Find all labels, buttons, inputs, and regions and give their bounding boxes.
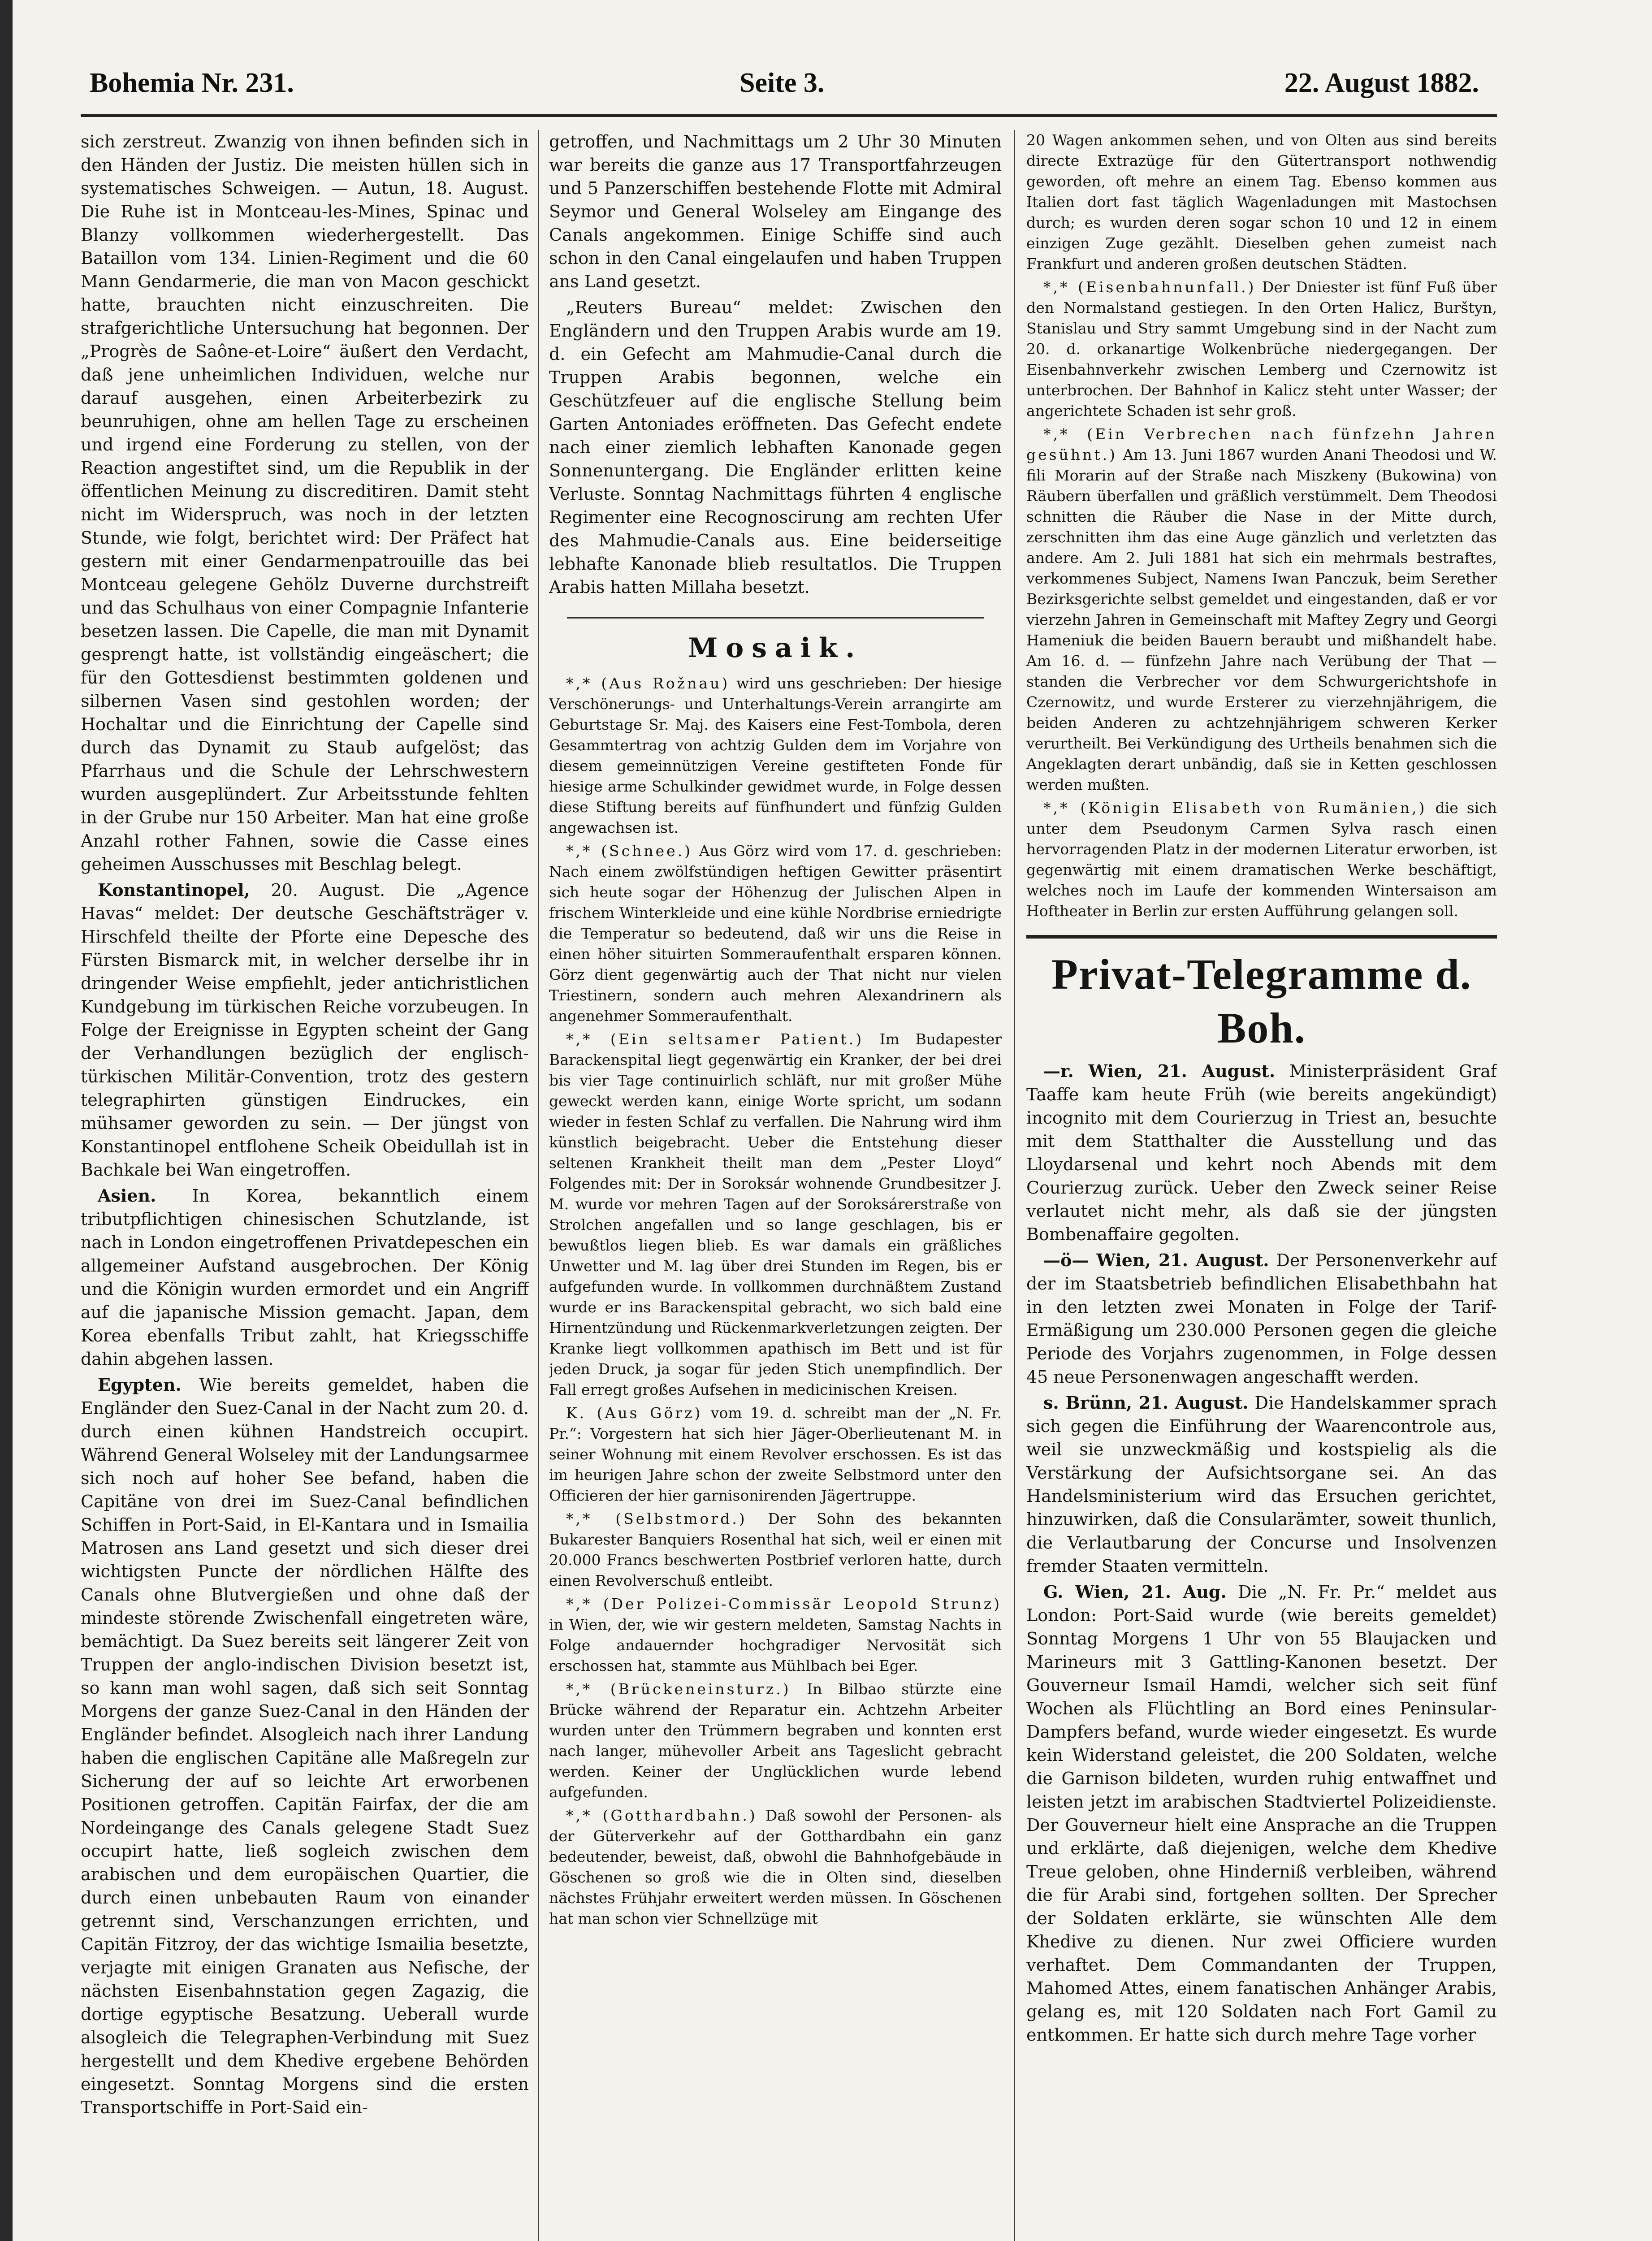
news-item-text: Aus Görz wird vom 17. d. geschrieben: Nach einem zwölfstündigen heftigen Gewitter präsentirt sich heute sogar der Höhenzug der Julischen Alpen in frischem Winterkleide und eine kühle Nordbrise erniedrigte die Temperatur so bedeutend, daß wir uns die Reise in einen höher situirten Sommeraufenthalt ersparen können. Görz dient gegenwärtig auch der That nicht nur vielen Triestinern, sondern auch mehren Alexandrinern als angenehmer Sommeraufenthalt. [549,842,1002,1025]
news-item-text: Der Sohn des bekannten Bukarester Banquiers Rosenthal hat sich, weil er einen mit 20.000 Francs beschwerten Postbrief verloren hatte, durch einen Revolverschuß entleibt. [549,1510,1002,1589]
news-item-head: *,* (Aus Rožnau) [566,675,730,692]
header-page-number: Seite 3. [740,68,825,98]
column-1 [81,130,529,2241]
header-date: 22. August 1882. [1284,68,1479,98]
scan-edge [0,0,13,2241]
telegram [1026,1249,1497,1389]
telegram-text: Ministerpräsident Graf Taaffe kam heute Früh (wie bereits angekündigt) incognito mit dem Courierzug in Triest an, besuchte mit dem Statthalter die Ausstellung und das Lloydarsenal und kehrt noch Abends mit dem Courierzug zurück. Ueber den Zweck seiner Reise verlautet nicht mehr, als daß sie der jüngsten Bombenaffaire gegolten. [1026,1061,1497,1244]
news-item-text: wird uns geschrieben: Der hiesige Verschönerungs- und Unterhaltungs-Verein arrangirte am Geburtstage Sr. Maj. des Kaisers eine Fest-Tombola, deren Gesammtertrag von achtzig Gulden dem im Vorjahre von diesem gemeinnützigen Vereine gestifteten Fonde für hiesige arme Schulkinder gewidmet wurde, in Folge dessen diese Stiftung bereits auf fünfhundert und fünfzig Gulden angewachsen ist. [549,675,1002,836]
telegram-text: Die Handelskammer sprach sich gegen die Einführung der Waarencontrole aus, weil sie unzweckmäßig und kostspielig als die Verstärkung der Aufsichtsorgane sei. An das Handelsministerium wird das Ersuchen gerichtet, hinzuwirken, daß die Consularämter, soweit thunlich, die Verlautbarung der Concurse und Insolvenzen fremder Staaten vermitteln. [1026,1393,1497,1576]
article-paragraph: „Reuters Bureau“ meldet: Zwischen den Engländern und den Truppen Arabis wurde am 19. d. ein Gefecht am Mahmudie-Canal durch die Truppen Arabis begonnen, welche ein Geschützfeuer auf die englische Stellung beim Garten Antoniades eröffneten. Das Gefecht endete nach einer ziemlich lebhaften Kanonade gegen Sonnenuntergang. Die Engländer erlitten keine Verluste. Sonntag Nachmittags führten 4 englische Regimenter eine Recognoscirung am rechten Ufer des Mahmudie-Canals aus. Eine beiderseitige lebhafte Kanonade blieb resultatlos. Die Truppen Arabis hatten Millaha besetzt. [549,298,1002,597]
article-text: In Korea, bekanntlich einem tributpflichtigen chinesischen Schutzlande, ist nach in London eingetroffenen Privatdepeschen ein allgemeiner Aufstand ausgebrochen. Der König und die Königin wurden ermordet und ein Angriff auf die japanische Mission gemacht. Japan, dem Korea ebenfalls Tribut zahlt, hat Kriegsschiffe dahin abgehen lassen. [81,1186,529,1369]
news-item [549,1509,1002,1591]
telegram-dateline: —ö— Wien, 21. August. [1043,1250,1269,1270]
news-item-text: vom 19. d. schreibt man der „N. Fr. Pr.“: Vorgestern hat sich hier Jäger-Oberlieutenant M. in seiner Wohnung mit einem Revolver erschossen. Es ist das im heurigen Jahre schon der zweite Selbstmord unter den Officieren der hier garnisonirenden Jägertruppe. [549,1404,1002,1504]
article-paragraph [81,1184,529,1371]
news-item-text: Daß sowohl der Personen- als der Güterverkehr auf der Gotthardbahn ein ganz bedeutender, beweist, daß, obwohl die Bahnhofgebäude in Göschenen so groß wie die in Olten sind, dieselben nächstes Frühjahr erweitert werden müssen. In Göschenen hat man schon vier Schnellzüge mit [549,1807,1002,1927]
news-item-head: *,* (Ein seltsamer Patient.) [566,1030,864,1048]
telegram-dateline: s. Brünn, 21. August. [1043,1393,1249,1413]
telegram [1026,1060,1497,1246]
mosaik-continued [1026,130,1497,921]
news-item-head: *,* (Gotthardbahn.) [566,1807,757,1824]
news-item-text: Der Dniester ist fünf Fuß über den Normalstand gestiegen. In den Orten Halicz, Burštyn, Stanislau und Stry sammt Umgebung sind in der Nacht zum 20. d. orkanartige Wolkenbrüche niedergegangen. Der Eisenbahnverkehr zwischen Lemberg und Czernowitz ist unterbrochen. Der Bahnhof in Kalicz steht unter Wasser; der angerichtete Schaden ist sehr groß. [1026,278,1497,420]
article-paragraph: sich zerstreut. Zwanzig von ihnen befinden sich in den Händen der Justiz. Die meisten hüllen sich in systematisches Schweigen. — Autun, 18. August. Die Ruhe ist in Montceau-les-Mines, Spinac und Blanzy vollkommen wiederhergestellt. Das Bataillon vom 134. Linien-Regiment und die 60 Mann Gendarmerie, die man von Macon geschickt hatte, brauchten nicht einzuschreiten. Die strafgerichtliche Untersuchung hat begonnen. Der „Progrès de Saône-et-Loire“ äußert den Verdacht, daß jene unheimlichen Individuen, welche nur darauf ausgehen, einen Arbeiterbezirk zu beunruhigen, ohne am hellen Tage zu erscheinen und irgend eine Forderung zu stellen, von der Reaction angestiftet sind, um die Republik in der öffentlichen Meinung zu discreditiren. Damit steht nicht im Widerspruch, was noch in der letzten Stunde, wie folgt, berichtet wird: Der Präfect hat gestern mit einer Gendarmenpatrouille das bei Montceau gelegene Gehölz Duverne durchstreift und das Schulhaus von einer Compagnie Infanterie besetzen lassen. Die Capelle, die man mit Dynamit gesprengt hatte, ist vollständig eingeäschert; die für den Gottesdienst bestimmten goldenen und silbernen Vasen sind gestohlen worden; der Hochaltar und die Einrichtung der Capelle sind durch das Dynamit zu Staub aufgelöst; das Pfarrhaus und die Schule der Lehrschwestern wurden ausgeplündert. Zur Arbeitsstunde fehlten in der Grube nur 150 Arbeiter. Man hat eine große Anzahl rother Fahnen, sowie die Casse eines geheimen Ausschusses mit Beschlag belegt. [81,132,529,874]
section-divider [1026,935,1497,939]
header-rule [81,114,1497,117]
news-item-head: *,* (Königin Elisabeth von Rumänien,) [1043,799,1427,817]
article-text: Wie bereits gemeldet, haben die Engländer den Suez-Canal in der Nacht zum 20. d. durch einen kühnen Handstreich occupirt. Während General Wolseley mit der Landungsarmee sich noch auf hoher See befand, haben die Capitäne von drei im Suez-Canal befindlichen Schiffen in Port-Said, in El-Kantara und in Ismailia Matrosen ans Land gesetzt und sich dieser drei wichtigsten Puncte der nördlichen Hälfte des Canals ohne Blutvergießen und ohne daß der mindeste störende Zwischenfall eingetreten wäre, bemächtigt. Da Suez bereits seit längerer Zeit von Truppen der anglo-indischen Division besetzt ist, so kann man wohl sagen, daß sich seit Sonntag Morgens der ganze Suez-Canal in den Händen der Engländer befindet. Alsogleich nach ihrer Landung haben die englischen Capitäne alle Maßregeln zur Sicherung der auf so leichte Art erworbenen Positionen getroffen. Capitän Fairfax, der die am Nordeingange des Canals gelegene Stadt Suez occupirt hatte, ließ sogleich zwischen dem arabischen und dem europäischen Quartier, die durch einen unbebauten Raum von einander getrennt sind, Verschanzungen errichten, und Capitän Fitzroy, der das wichtige Ismailia besetzte, verjagte mit einigen Granaten aus Nefische, der nächsten Eisenbahnstation gegen Zagazig, die dortige egyptische Besatzung. Ueberall wurde alsogleich die Telegraphen-Verbindung mit Suez hergestellt und dem Khedive ergebene Behörden eingesetzt. Sonntag Morgens sind die ersten Transportschiffe in Port-Said ein- [81,1375,529,2117]
telegram-text: Die „N. Fr. Pr.“ meldet aus London: Port-Said wurde (wie bereits gemeldet) Sonntag Morgens 1 Uhr von 55 Blaujacken und Marineurs mit 3 Gattling-Kanonen besetzt. Der Gouverneur Ismail Hamdi, welcher sich seit fünf Wochen als Flüchtling an Bord eines Peninsular-Dampfers befand, wurde wieder eingesetzt. Es wurde kein Widerstand geleistet, die 200 Soldaten, welche die Garnison bildeten, wurden ruhig entwaffnet und leisten jetzt im arabischen Stadtviertel Polizeidienste. Der Gouverneur hielt eine Ansprache an die Truppen und erklärte, daß diejenigen, welche dem Khedive Treue geloben, ohne Hinderniß verbleiben, während die für Arabi sind, fortgehen sollten. Der Sprecher der Soldaten erklärte, sie wünschten Alle dem Khedive zu dienen. Nur zwei Officiere wurden verhaftet. Dem Commandanten der Truppen, Mahomed Attes, einem fanatischen Anhänger Arabis, gelang es, mit 120 Soldaten nach Fort Gamil zu entkommen. Er hatte sich durch mehre Tage vorher [1026,1582,1497,2045]
news-item [549,1403,1002,1506]
news-item-text: die sich unter dem Pseudonym Carmen Sylva rasch einen hervorragenden Platz in der modernen Literatur erworben, ist gegenwärtig mit einem dramatischen Werke beschäftigt, welches noch im Laufe der kommenden Wintersaison am Hoftheater in Berlin zur ersten Aufführung gelangen soll. [1026,799,1497,920]
article-paragraph: getroffen, und Nachmittags um 2 Uhr 30 Minuten war bereits die ganze aus 17 Transportfahrzeugen und 5 Panzerschiffen bestehende Flotte mit Admiral Seymor und General Wolseley am Eingange des Canals angekommen. Einige Schiffe sind auch schon in den Canal eingelaufen und haben Truppen ans Land gesetzt. [549,132,1002,291]
article-paragraph [81,1373,529,2119]
news-item-head: *,* (Schnee.) [566,842,693,860]
section-title-mosaik: Mosaik. [688,632,863,664]
telegram-dateline: G. Wien, 21. Aug. [1043,1582,1227,1602]
news-item-head: *,* (Eisenbahnunfall.) [1043,278,1256,296]
mosaik-section [549,673,1002,1929]
news-item [549,1594,1002,1676]
column-2 [549,130,1002,2241]
news-item [1026,277,1497,421]
column-divider [538,130,539,2241]
article-dateline: Egypten. [98,1375,182,1395]
news-item [549,1805,1002,1929]
news-item-head: *,* (Ein Verbrechen nach fünfzehn Jahren gesühnt.) [1026,425,1497,463]
news-item-head: *,* (Brückeneinsturz.) [566,1680,791,1698]
news-item [549,673,1002,838]
section-divider [567,617,984,619]
header-publication: Bohemia Nr. 231. [90,68,294,98]
news-item-text: In Bilbao stürzte eine Brücke während der Reparatur ein. Achtzehn Arbeiter wurden unter den Trümmern begraben und konnten erst nach langer, mühevoller Arbeit ans Tageslicht gebracht werden. Keiner der Unglücklichen wurde lebend aufgefunden. [549,1680,1002,1801]
news-item-head: K. (Aus Görz) [566,1404,703,1422]
news-item [1026,798,1497,921]
column-3 [1026,130,1497,2241]
news-item [549,1679,1002,1803]
news-item [549,841,1002,1026]
article-paragraph [81,878,529,1181]
column-divider [1014,130,1015,2241]
article-dateline: Konstantinopel, [98,880,250,900]
telegram-dateline: —r. Wien, 21. August. [1043,1061,1276,1081]
section-title-telegrams: Privat-Telegramme d. Boh. [1051,950,1472,1052]
news-item-head: *,* (Der Polizei-Commissär Leopold Strunz) [566,1595,1002,1613]
news-item [1026,424,1497,795]
telegram [1026,1391,1497,1578]
telegram-text: Der Personenverkehr auf der im Staatsbetrieb befindlichen Elisabethbahn hat in den letzten zwei Monaten in Folge der Tarif-Ermäßigung um 230.000 Personen gegen die gleiche Periode des Vorjahrs zugenommen, in Folge dessen 45 neue Personenwagen angeschafft werden. [1026,1250,1497,1387]
news-item-text: in Wien, der, wie wir gestern meldeten, Samstag Nachts in Folge andauernder hochgradiger Nervosität sich erschossen hat, stammte aus Mühlbach bei Eger. [549,1616,1002,1674]
news-item: 20 Wagen ankommen sehen, und von Olten aus sind bereits directe Extrazüge für den Gütertransport nothwendig geworden, oft mehre an einem Tag. Ebenso kommen aus Italien dort fast täglich Wagenladungen mit Mastochsen durch; es wurden deren sogar schon 10 und 12 in einem einzigen Zuge gezählt. Dieselben gehen zumeist nach Frankfurt und anderen großen deutschen Städten. [1026,131,1497,273]
telegram [1026,1580,1497,2046]
news-item-head: *,* (Selbstmord.) [566,1510,747,1527]
news-item [549,1029,1002,1400]
article-dateline: Asien. [98,1185,156,1206]
news-item-text: Am 13. Juni 1867 wurden Anani Theodosi und W. fili Morarin auf der Straße nach Miszkeny (Bukowina) von Räubern überfallen und gräßlich verstümmelt. Dem Theodosi schnitten die Räuber die Nase in der Mitte durch, zerschnitten ihm das eine Auge gänzlich und verletzten das andere. Am 2. Juli 1881 hat sich ein mehrmals bestraftes, verkommenes Subject, Namens Iwan Panczuk, beim Serether Bezirksgerichte selbst gemeldet und eingestanden, daß er vor vierzehn Jahren in Gemeinschaft mit Maftey Zegry und Georgi Hameniuk die beiden Bauern beraubt und mißhandelt habe. Am 16. d. — fünfzehn Jahre nach Verübung der That — standen die Verbrecher vor dem Schwurgerichtshofe in Czernowitz, und wurde Ersterer zu vierzehnjährigem, die beiden Anderen zu achtzehnjährigem schweren Kerker verurtheilt. Bei Verkündigung des Urtheils benahmen sich die Angeklagten derart unbändig, daß sie in Ketten geschlossen werden mußten. [1026,446,1497,793]
article-text: 20. August. Die „Agence Havas“ meldet: Der deutsche Geschäftsträger v. Hirschfeld theilte der Pforte eine Depesche des Fürsten Bismarck mit, in welcher derselbe ihr in dringender Weise empfiehlt, jeder antichristlichen Kundgebung im türkischen Reiche vorzubeugen. In Folge der Ereignisse in Egypten scheint der Gang der Verhandlungen bezüglich der englisch-türkischen Militär-Convention, trotz des gestern telegraphirten günstigen Eindruckes, ein mühsamer geworden zu sein. — Der jüngst von Konstantinopel entflohene Scheik Obeidullah ist in Bachkale bei Wan eingetroffen. [81,880,529,1180]
page-header [90,67,1479,108]
news-item-text: Im Budapester Barackenspital liegt gegenwärtig ein Kranker, der bei drei bis vier Tage continuirlich schläft, nur mit großer Mühe geweckt werden kann, einige Worte spricht, um sodann wieder in festen Schlaf zu verfallen. Die Nahrung wird ihm künstlich beigebracht. Ueber die Entstehung dieser seltenen Krankheit theilt man dem „Pester Lloyd“ Folgendes mit: Der in Soroksár wohnende Grundbesitzer J. M. wurde vor mehren Tagen auf der Soroksárerstraße von Strolchen angefallen und so lange geschlagen, bis er bewußtlos liegen blieb. Es war damals ein gräßliches Unwetter und M. lag über drei Stunden im Regen, bis er aufgefunden wurde. In vollkommen durchnäßtem Zustand wurde er ins Barackenspital gebracht, wo sich bald eine Hirnentzündung und Rückenmarkverletzungen zeigten. Der Kranke liegt vollkommen apathisch im Bett und ist für jeden Druck, ja sogar für jeden Stich unempfindlich. Der Fall erregt großes Aufsehen in medicinischen Kreisen. [549,1030,1002,1398]
